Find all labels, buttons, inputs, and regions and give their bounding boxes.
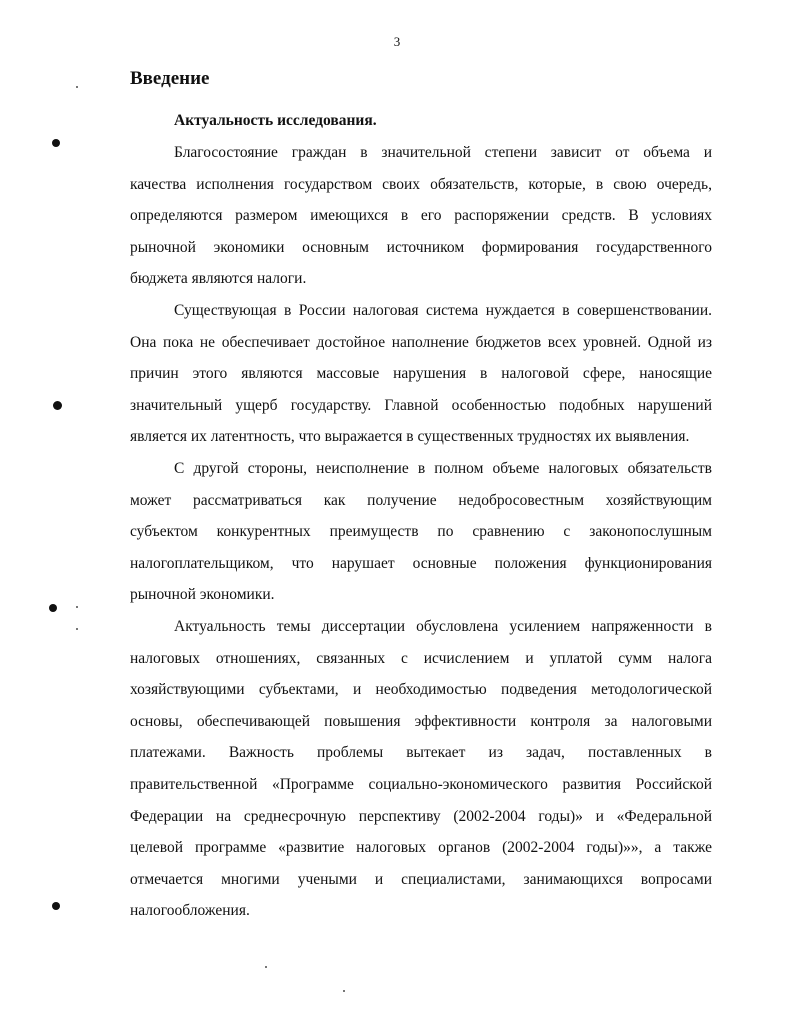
paragraph-2 bbox=[130, 295, 712, 453]
text-line: хозяйствующими субъектами, и необходимостью подведения методологической bbox=[130, 681, 712, 699]
punch-hole-mark bbox=[53, 401, 62, 410]
paragraph-4 bbox=[130, 611, 712, 927]
scan-speck bbox=[76, 606, 78, 608]
text-line: Актуальность темы диссертации обусловлена усилением напряженности в bbox=[174, 618, 712, 635]
text-line: налогообложения. bbox=[130, 902, 250, 920]
text-line: бюджета являются налоги. bbox=[130, 270, 307, 288]
punch-hole-mark bbox=[52, 139, 60, 147]
text-line: Она пока не обеспечивает достойное наполнение бюджетов всех уровней. Одной из bbox=[130, 333, 712, 351]
text-line: может рассматриваться как получение недобросовестным хозяйствующим bbox=[130, 491, 712, 509]
text-line: Существующая в России налоговая система нуждается в совершенствовании. bbox=[174, 302, 712, 319]
text-line: налогоплательщиком, что нарушает основные положения функционирования bbox=[130, 554, 712, 572]
scan-speck bbox=[76, 628, 78, 630]
scan-speck bbox=[343, 990, 345, 992]
text-line: причин этого являются массовые нарушения в налоговой сфере, наносящие bbox=[130, 365, 712, 383]
text-line: основы, обеспечивающей повышения эффективности контроля за налоговыми bbox=[130, 712, 712, 730]
paragraph-1 bbox=[130, 137, 712, 295]
scan-speck bbox=[265, 966, 267, 968]
text-line: Федерации на среднесрочную перспективу (2002-2004 годы)» и «Федеральной bbox=[130, 807, 712, 825]
text-line: значительный ущерб государству. Главной особенностью подобных нарушений bbox=[130, 396, 712, 414]
text-line: субъектом конкурентных преимуществ по сравнению с законопослушным bbox=[130, 523, 712, 541]
punch-hole-mark bbox=[49, 604, 57, 612]
page-title: Введение bbox=[130, 68, 210, 89]
text-line: рыночной экономики основным источником формирования государственного bbox=[130, 238, 712, 256]
text-line: платежами. Важность проблемы вытекает из задач, поставленных в bbox=[130, 744, 712, 762]
text-line: Благосостояние граждан в значительной степени зависит от объема и bbox=[174, 144, 712, 161]
section-subheading: Актуальность исследования. bbox=[174, 112, 377, 129]
punch-hole-mark bbox=[52, 902, 60, 910]
paragraph-3 bbox=[130, 453, 712, 611]
text-line: качества исполнения государством своих обязательств, которые, в свою очередь, bbox=[130, 175, 712, 193]
text-line: является их латентность, что выражается в существенных трудностях их выявления. bbox=[130, 428, 690, 446]
text-line: целевой программе «развитие налоговых органов (2002-2004 годы)»», а также bbox=[130, 839, 712, 857]
text-line: рыночной экономики. bbox=[130, 586, 275, 604]
text-line: определяются размером имеющихся в его распоряжении средств. В условиях bbox=[130, 207, 712, 225]
text-line: С другой стороны, неисполнение в полном объеме налоговых обязательств bbox=[174, 460, 712, 477]
text-line: правительственной «Программе социально-экономического развития Российской bbox=[130, 775, 712, 793]
page-number: 3 bbox=[393, 34, 401, 49]
scan-speck bbox=[76, 86, 78, 88]
text-line: налоговых отношениях, связанных с исчислением и уплатой сумм налога bbox=[130, 649, 712, 667]
text-line: отмечается многими учеными и специалистами, занимающихся вопросами bbox=[130, 870, 712, 888]
